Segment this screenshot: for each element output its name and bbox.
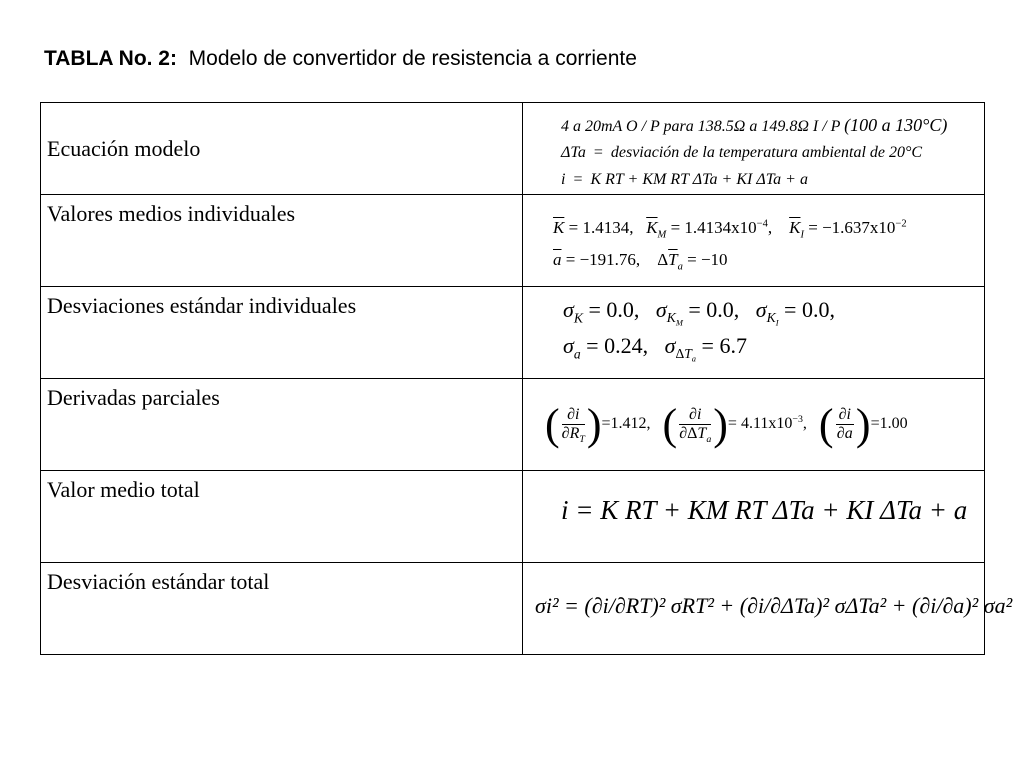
- total-std-dev-equation: σi² = (∂i/∂RT)² σRT² + (∂i/∂ΔTa)² σΔTa² + (∂i/∂a)² σa²: [535, 593, 1013, 618]
- partial-derivatives-cell: [523, 379, 985, 471]
- partial-derivatives-line: ( $\frac{\partial i}{\partial R_T}$ )=1.412, ( $\frac{\partial i}{\partial\Delta T_a}$ )= $4.11x10^{-3}$, ( $\frac{\partial i}{\partial a}$ )=1.00: [545, 400, 908, 449]
- row-label: Ecuación modelo: [41, 103, 523, 195]
- table-row-mean-values: [41, 195, 985, 287]
- value-sK: 0.0,: [606, 297, 640, 322]
- total-mean-equation: i = K RT + KM RT ΔTa + KI ΔTa + a: [561, 495, 968, 525]
- total-mean-cell: [523, 471, 985, 563]
- table-row-model-equation: [41, 103, 985, 195]
- value-KI-exp: −2: [895, 218, 907, 230]
- std-devs-cell: [523, 287, 985, 379]
- value-KI: −1.637x10: [822, 218, 896, 237]
- value-dTa-exp: −3: [792, 413, 803, 425]
- std-devs-line2: $\sigma_a = 0.24$, $\sigma_{\Delta T_a} = 6.7$: [563, 333, 747, 365]
- value-dTa: 4.11x10: [740, 415, 793, 433]
- title-prefix: TABLA No. 2:: [44, 47, 177, 70]
- mean-values-line2: $\overline{a} = -191.76$, $\Delta\overline{T}_a = -10$: [553, 250, 728, 273]
- row-label: Desviación estándar total: [41, 563, 523, 655]
- row-label: Desviaciones estándar individuales: [41, 287, 523, 379]
- mean-values-line1: $\overline{K} = 1.4134$, $\overline{K}_M = 1.4134x10^{-4}$, $\overline{K}_I = -1.637x10^{-2}$: [553, 218, 907, 241]
- value-K: 1.4134,: [582, 218, 634, 237]
- value-dTa: −10: [700, 250, 728, 269]
- value-sKI: 0.0,: [801, 297, 835, 322]
- range-text: 4 a 20mA O / P para 138.5Ω a 149.8Ω I / P: [561, 118, 841, 135]
- value-sa: 0.24,: [604, 333, 649, 358]
- mean-values-cell: [523, 195, 985, 287]
- table-row-total-mean: [41, 471, 985, 563]
- model-equation-main: i = K RT + KM RT ΔTa + KI ΔTa + a: [561, 171, 808, 188]
- total-std-dev-cell: [523, 563, 1013, 655]
- delta-lhs: ΔTa: [561, 144, 586, 161]
- value-sdTa: 6.7: [719, 333, 747, 358]
- main-lhs: i: [561, 171, 566, 188]
- title-text: Modelo de convertidor de resistencia a corriente: [188, 47, 637, 70]
- value-a: −191.76,: [579, 250, 641, 269]
- value-KM-exp: −4: [756, 218, 768, 230]
- value-sKM: 0.0,: [706, 297, 740, 322]
- table-row-total-std-dev: [41, 563, 985, 655]
- model-equation-cell: [523, 103, 985, 195]
- page-title: [44, 47, 637, 71]
- value-KM: 1.4134x10: [684, 218, 757, 237]
- row-label: Valor medio total: [41, 471, 523, 563]
- main-rhs: K RT + KM RT ΔTa + KI ΔTa + a: [590, 171, 808, 188]
- model-table: [40, 102, 1013, 655]
- delta-rhs: desviación de la temperatura ambiental de 20°C: [610, 144, 923, 161]
- value-dRT: 1.412,: [610, 415, 651, 433]
- table-row-partial-derivatives: [41, 379, 985, 471]
- value-da: 1.00: [879, 415, 908, 433]
- model-equation-delta-def: ΔTa = desviación de la temperatura ambiental de 20°C: [561, 144, 923, 161]
- model-equation-range: [561, 115, 947, 136]
- std-devs-line1: $\sigma_K = 0.0$, $\sigma_{K_M} = 0.0$, $\sigma_{K_I} = 0.0$,: [563, 297, 835, 329]
- range-paren: (100 a 130°C): [844, 115, 948, 135]
- row-label: Derivadas parciales: [41, 379, 523, 471]
- table-row-std-devs: [41, 287, 985, 379]
- row-label: Valores medios individuales: [41, 195, 523, 287]
